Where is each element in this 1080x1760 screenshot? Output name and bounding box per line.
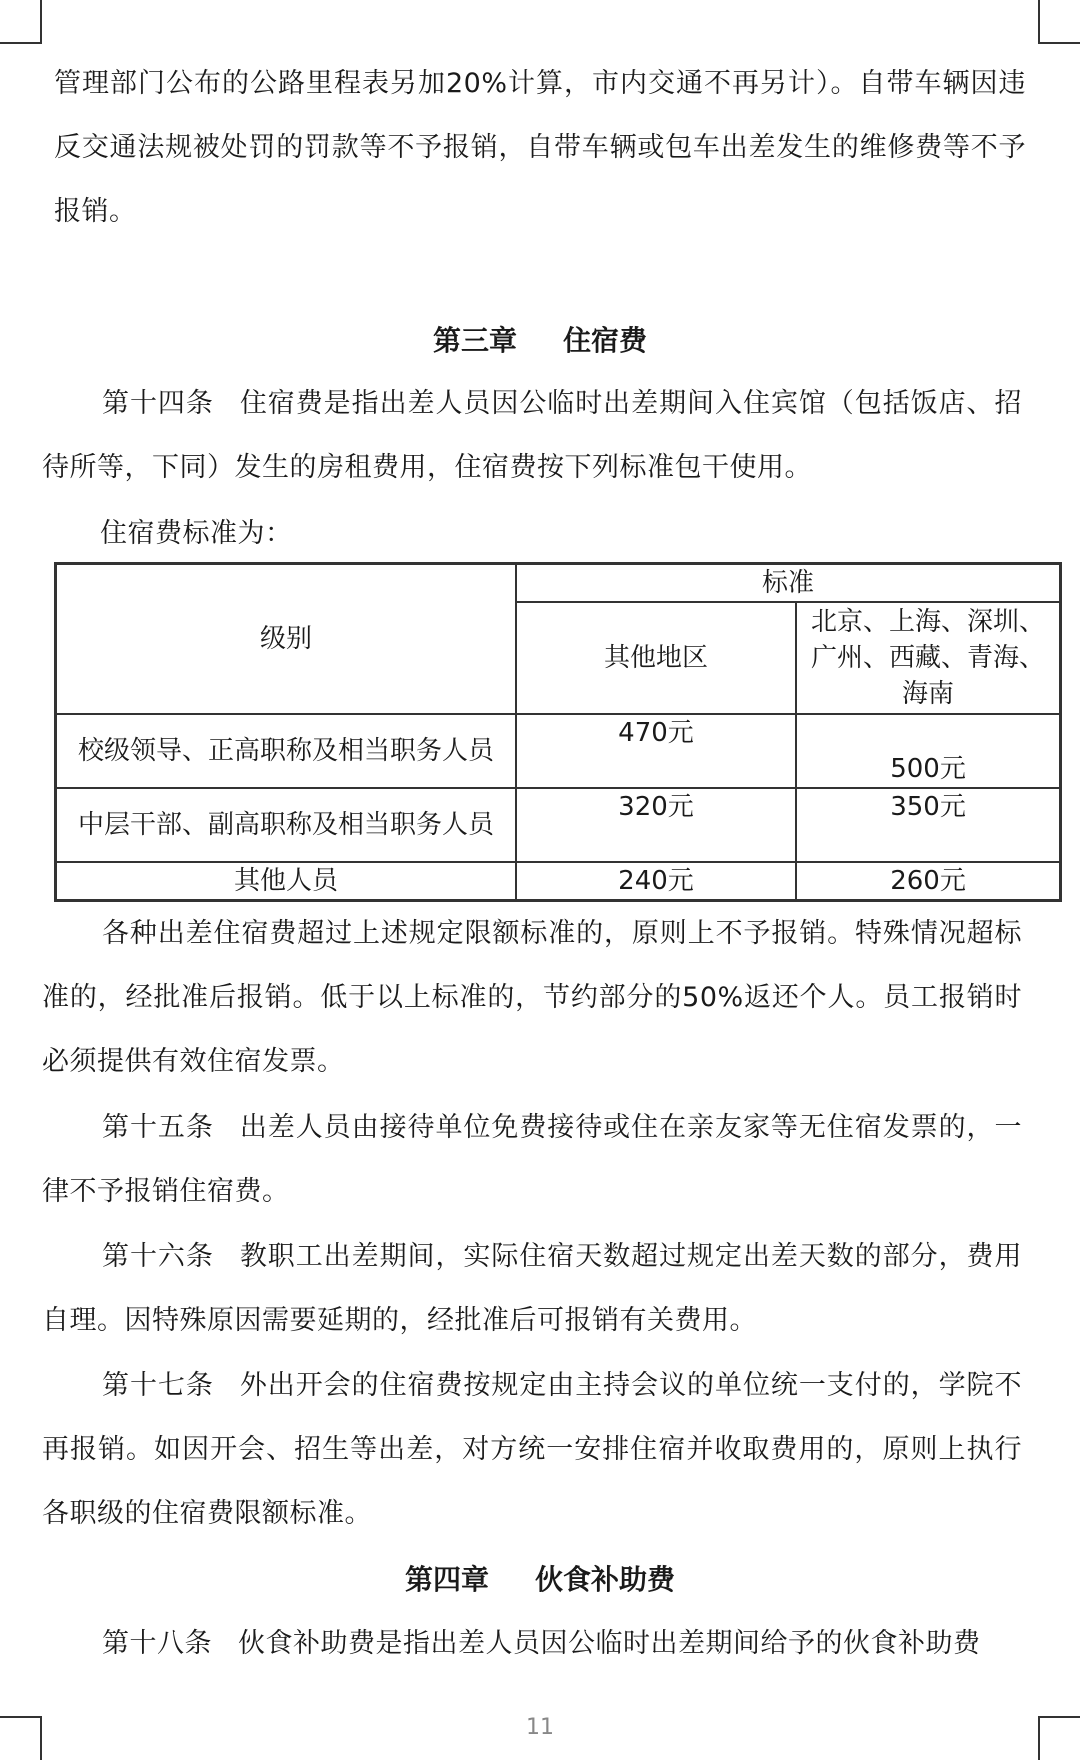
- row-level: 其他人员: [56, 862, 516, 900]
- chapter-3-heading: [0, 321, 1080, 361]
- row-special-rate: 350元: [796, 788, 1060, 862]
- chapter-4-number: 第四章: [404, 1563, 489, 1596]
- article-17-text: 外出开会的住宿费按规定由主持会议的单位统一支付的，学院不再报销。如因开会、招生等出差，对方统一安排住宿并收取费用的，原则上执行各职级的住宿费限额标准。: [42, 1370, 1023, 1529]
- article-16: [42, 1225, 1022, 1353]
- article-15-label: 第十五条: [102, 1112, 214, 1143]
- article-14-label: 第十四条: [102, 388, 214, 419]
- chapter-4-heading: [0, 1560, 1080, 1600]
- chapter-3-number: 第三章: [432, 324, 517, 357]
- row-other-rate: 320元: [516, 788, 796, 862]
- article-15-text: 出差人员由接待单位免费接待或住在亲友家等无住宿发票的，一律不予报销住宿费。: [42, 1112, 1023, 1207]
- row-level: 校级领导、正高职称及相当职务人员: [56, 714, 516, 788]
- article-15: [42, 1096, 1022, 1224]
- table-row: [56, 714, 1060, 788]
- after-table-paragraph: 各种出差住宿费超过上述规定限额标准的，原则上不予报销。特殊情况超标准的，经批准后报销。低于以上标准的，节约部分的50%返还个人。员工报销时必须提供有效住宿发票。: [42, 918, 1022, 1077]
- crop-mark-top-right: [1038, 0, 1080, 44]
- article-14-text: 住宿费是指出差人员因公临时出差期间入住宾馆（包括饭店、招待所等，下同）发生的房租费用，住宿费按下列标准包干使用。: [42, 388, 1023, 483]
- article-17: [42, 1354, 1022, 1546]
- row-other-rate: 240元: [516, 862, 796, 900]
- table-row: [56, 862, 1060, 900]
- continuation-paragraph: 管理部门公布的公路里程表另加20%计算，市内交通不再另计）。自带车辆因违反交通法规被处罚的罚款等不予报销，自带车辆或包车出差发生的维修费等不予报销。: [54, 68, 1026, 227]
- article-17-label: 第十七条: [102, 1370, 214, 1401]
- article-16-text: 教职工出差期间，实际住宿天数超过规定出差天数的部分，费用自理。因特殊原因需要延期的，经批准后可报销有关费用。: [42, 1241, 1023, 1336]
- article-14: [42, 372, 1022, 500]
- lodging-standard-table: [54, 562, 1062, 902]
- header-special-regions: 北京、上海、深圳、广州、西藏、青海、海南: [796, 602, 1060, 714]
- row-special-rate: 500元: [796, 714, 1060, 788]
- standard-intro: 住宿费标准为：: [100, 518, 293, 549]
- table-row: [56, 788, 1060, 862]
- chapter-3-title: 住宿费: [563, 324, 648, 357]
- chapter-4-title: 伙食补助费: [535, 1563, 676, 1596]
- header-other-regions: 其他地区: [516, 602, 796, 714]
- article-18: [42, 1612, 1022, 1676]
- article-18-label: 第十八条: [102, 1628, 212, 1659]
- article-16-label: 第十六条: [102, 1241, 214, 1272]
- header-level: 级别: [56, 564, 516, 714]
- crop-mark-top-left: [0, 0, 42, 44]
- page-number: 11: [526, 1715, 554, 1740]
- row-level: 中层干部、副高职称及相当职务人员: [56, 788, 516, 862]
- header-standard: 标准: [516, 564, 1060, 602]
- row-other-rate: 470元: [516, 714, 796, 788]
- row-special-rate: 260元: [796, 862, 1060, 900]
- article-18-text: 伙食补助费是指出差人员因公临时出差期间给予的伙食补助费: [238, 1628, 981, 1659]
